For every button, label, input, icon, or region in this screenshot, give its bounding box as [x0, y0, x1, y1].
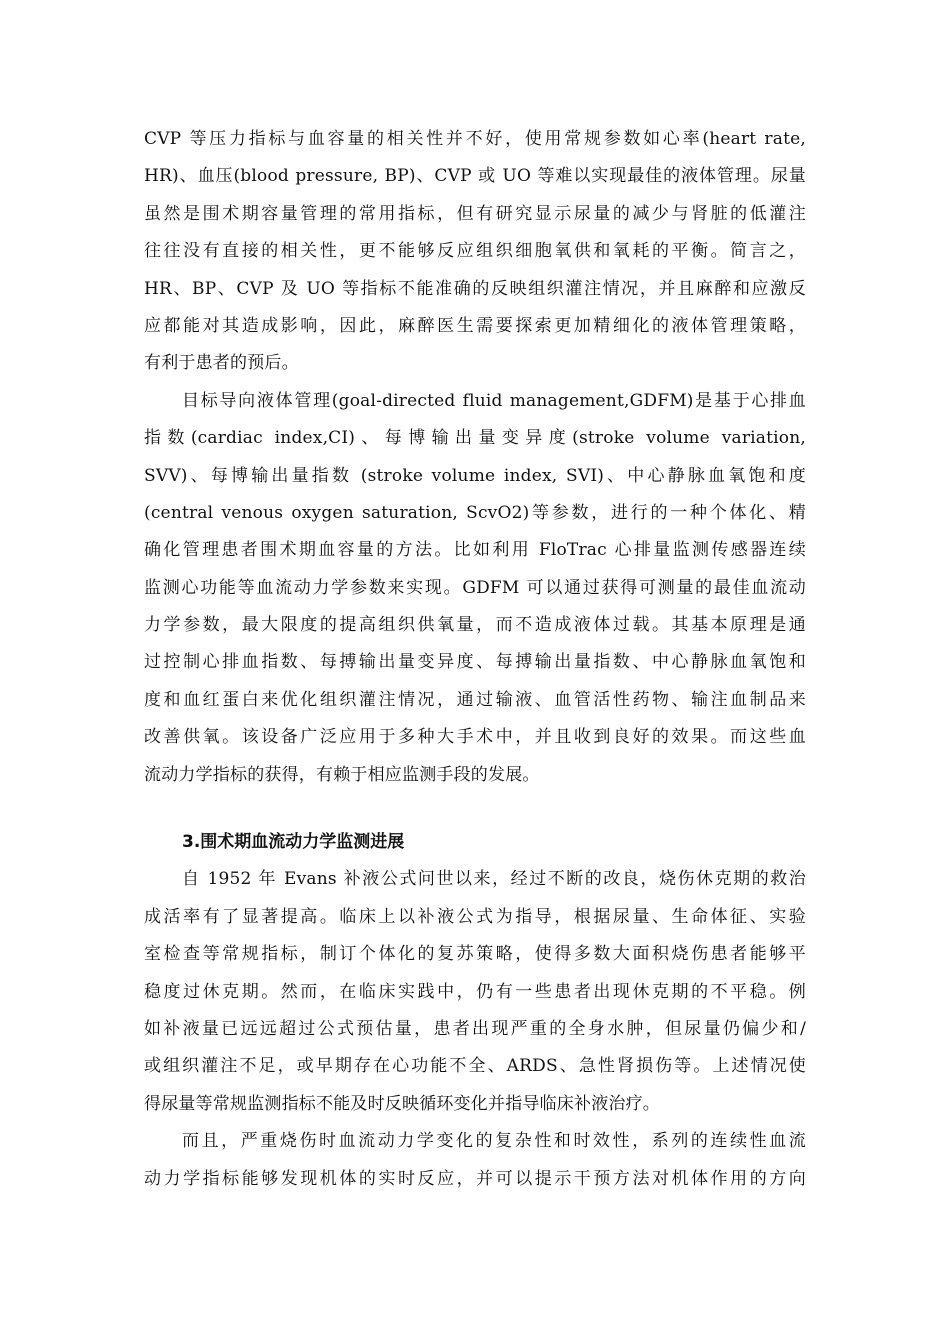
paragraph-line: 而且，严重烧伤时血流动力学变化的复杂性和时效性，系列的连续性血流	[182, 1131, 806, 1152]
paragraph-line: (central venous oxygen saturation, ScvO2)等参数，进行的一种个体化、精	[144, 502, 806, 523]
paragraph-line: 目标导向液体管理(goal-directed fluid management,GDFM)是基于心排血	[182, 390, 806, 411]
section-spacer	[144, 794, 806, 824]
paragraph-line: 稳度过休克期。然而，在临床实践中，仍有一些患者出现休克期的不平稳。例	[144, 981, 806, 1002]
paragraph-line: 自 1952 年 Evans 补液公式问世以来，经过不断的改良，烧伤休克期的救治	[182, 869, 806, 890]
document-page	[144, 121, 806, 1198]
paragraph-line: 监测心功能等血流动力学参数来实现。GDFM 可以通过获得可测量的最佳血流动	[144, 577, 806, 598]
paragraph-4	[144, 1123, 806, 1198]
paragraph-line: 流动力学指标的获得，有赖于相应监测手段的发展。	[144, 764, 540, 785]
paragraph-line: 有利于患者的预后。	[144, 353, 299, 374]
paragraph-line: 改善供氧。该设备广泛应用于多种大手术中，并且收到良好的效果。而这些血	[144, 727, 806, 748]
paragraph-line: HR)、血压(blood pressure, BP)、CVP 或 UO 等难以实现最佳的液体管理。尿量	[144, 166, 806, 187]
paragraph-line: 成活率有了显著提高。临床上以补液公式为指导，根据尿量、生命体征、实验	[144, 906, 806, 927]
paragraph-line: 室检查等常规指标，制订个体化的复苏策略，使得多数大面积烧伤患者能够平	[144, 944, 806, 965]
paragraph-line: 应都能对其造成影响，因此，麻醉医生需要探索更加精细化的液体管理策略，	[144, 315, 806, 336]
paragraph-line: 或组织灌注不足，或早期存在心功能不全、ARDS、急性肾损伤等。上述情况使	[144, 1056, 806, 1077]
paragraph-line: 得尿量等常规监测指标不能及时反映循环变化并指导临床补液治疗。	[144, 1093, 660, 1114]
paragraph-3	[144, 861, 806, 1123]
paragraph-line: SVV)、每博输出量指数 (stroke volume index, SVI)、中心静脉血氧饱和度	[144, 465, 806, 486]
paragraph-line: 指数(cardiac index,CI)、每博输出量变异度(stroke volume variation,	[144, 428, 806, 449]
paragraph-line: 度和血红蛋白来优化组织灌注情况，通过输液、血管活性药物、输注血制品来	[144, 689, 806, 710]
paragraph-2	[144, 383, 806, 794]
section-heading: 3.围术期血流动力学监测进展	[182, 832, 405, 853]
paragraph-line: 确化管理患者围术期血容量的方法。比如利用 FloTrac 心排量监测传感器连续	[144, 540, 806, 561]
paragraph-1	[144, 121, 806, 383]
paragraph-line: 虽然是围术期容量管理的常用指标，但有研究显示尿量的减少与肾脏的低灌注	[144, 203, 806, 224]
paragraph-line: HR、BP、CVP 及 UO 等指标不能准确的反映组织灌注情况，并且麻醉和应激反	[144, 278, 806, 299]
paragraph-line: 过控制心排血指数、每搏输出量变异度、每搏输出量指数、中心静脉血氧饱和	[144, 652, 806, 673]
paragraph-line: 力学参数，最大限度的提高组织供氧量，而不造成液体过载。其基本原理是通	[144, 615, 806, 636]
paragraph-line: 如补液量已远远超过公式预估量，患者出现严重的全身水肿，但尿量仍偏少和/	[144, 1018, 806, 1039]
paragraph-line: CVP 等压力指标与血容量的相关性并不好，使用常规参数如心率(heart rate,	[144, 129, 806, 149]
paragraph-line: 往往没有直接的相关性，更不能够反应组织细胞氧供和氧耗的平衡。简言之，	[144, 241, 806, 262]
paragraph-line: 动力学指标能够发现机体的实时反应，并可以提示干预方法对机体作用的方向	[144, 1168, 806, 1189]
